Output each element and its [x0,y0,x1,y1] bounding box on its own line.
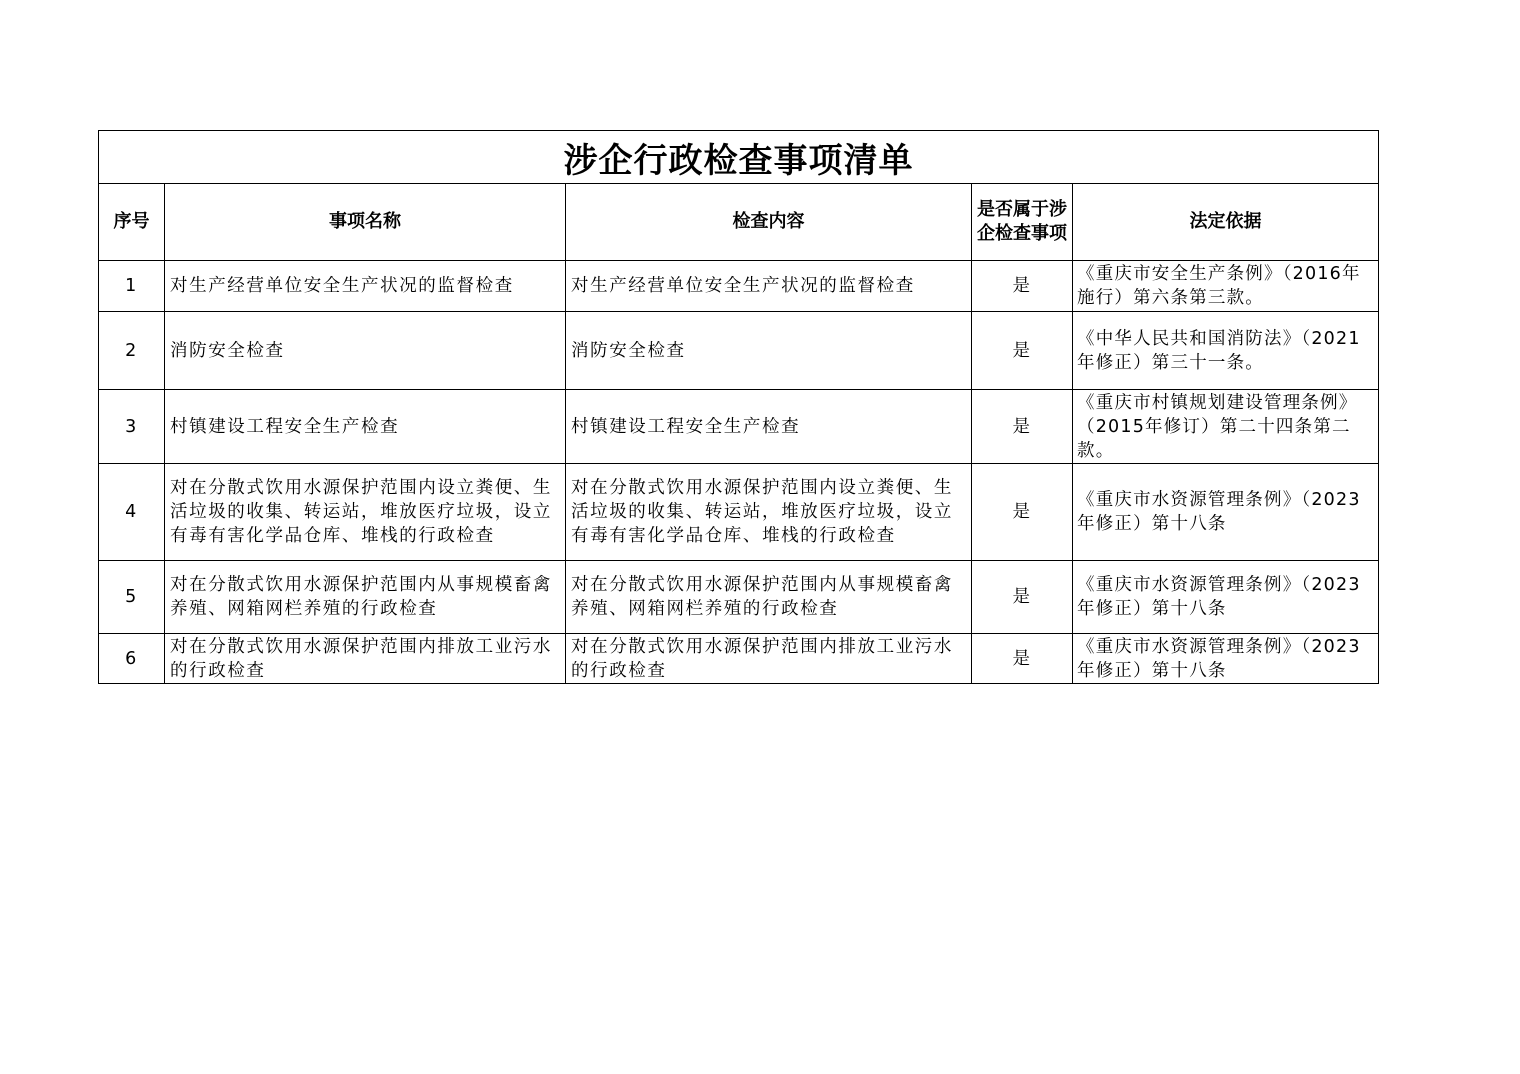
table-row [99,464,1379,561]
row-legal-basis: 《重庆市水资源管理条例》（2023年修正）第十八条 [1073,464,1379,561]
header-legal-basis: 法定依据 [1073,184,1379,261]
row-is-enterprise: 是 [972,464,1073,561]
header-is-enterprise-inspection: 是否属于涉企检查事项 [972,184,1073,261]
row-is-enterprise: 是 [972,561,1073,634]
row-legal-basis: 《重庆市水资源管理条例》（2023年修正）第十八条 [1073,561,1379,634]
row-is-enterprise: 是 [972,634,1073,684]
row-legal-basis: 《重庆市水资源管理条例》（2023年修正）第十八条 [1073,634,1379,684]
row-item-name: 对在分散式饮用水源保护范围内排放工业污水的行政检查 [165,634,566,684]
row-inspection-content: 消防安全检查 [566,312,972,390]
header-seq: 序号 [99,184,165,261]
row-item-name: 对在分散式饮用水源保护范围内设立粪便、生活垃圾的收集、转运站，堆放医疗垃圾，设立有毒有害化学品仓库、堆栈的行政检查 [165,464,566,561]
table-header-row [99,184,1379,261]
row-legal-basis: 《重庆市安全生产条例》（2016年施行）第六条第三款。 [1073,261,1379,312]
row-item-name: 消防安全检查 [165,312,566,390]
row-seq: 2 [99,312,165,390]
row-seq: 6 [99,634,165,684]
row-is-enterprise: 是 [972,390,1073,464]
row-seq: 3 [99,390,165,464]
row-legal-basis: 《重庆市村镇规划建设管理条例》（2015年修订）第二十四条第二款。 [1073,390,1379,464]
table-row [99,390,1379,464]
row-inspection-content: 对生产经营单位安全生产状况的监督检查 [566,261,972,312]
table-row [99,561,1379,634]
row-inspection-content: 对在分散式饮用水源保护范围内设立粪便、生活垃圾的收集、转运站，堆放医疗垃圾，设立有毒有害化学品仓库、堆栈的行政检查 [566,464,972,561]
row-legal-basis: 《中华人民共和国消防法》（2021年修正）第三十一条。 [1073,312,1379,390]
header-inspection-content: 检查内容 [566,184,972,261]
table-row [99,261,1379,312]
table-title: 涉企行政检查事项清单 [99,131,1379,184]
row-is-enterprise: 是 [972,261,1073,312]
row-inspection-content: 村镇建设工程安全生产检查 [566,390,972,464]
inspection-list-sheet [98,130,1378,684]
row-seq: 4 [99,464,165,561]
row-item-name: 对在分散式饮用水源保护范围内从事规模畜禽养殖、网箱网栏养殖的行政检查 [165,561,566,634]
inspection-items-table [98,130,1379,684]
row-item-name: 村镇建设工程安全生产检查 [165,390,566,464]
table-row [99,634,1379,684]
row-inspection-content: 对在分散式饮用水源保护范围内从事规模畜禽养殖、网箱网栏养殖的行政检查 [566,561,972,634]
header-item-name: 事项名称 [165,184,566,261]
row-seq: 1 [99,261,165,312]
row-inspection-content: 对在分散式饮用水源保护范围内排放工业污水的行政检查 [566,634,972,684]
row-is-enterprise: 是 [972,312,1073,390]
row-seq: 5 [99,561,165,634]
table-row [99,312,1379,390]
row-item-name: 对生产经营单位安全生产状况的监督检查 [165,261,566,312]
